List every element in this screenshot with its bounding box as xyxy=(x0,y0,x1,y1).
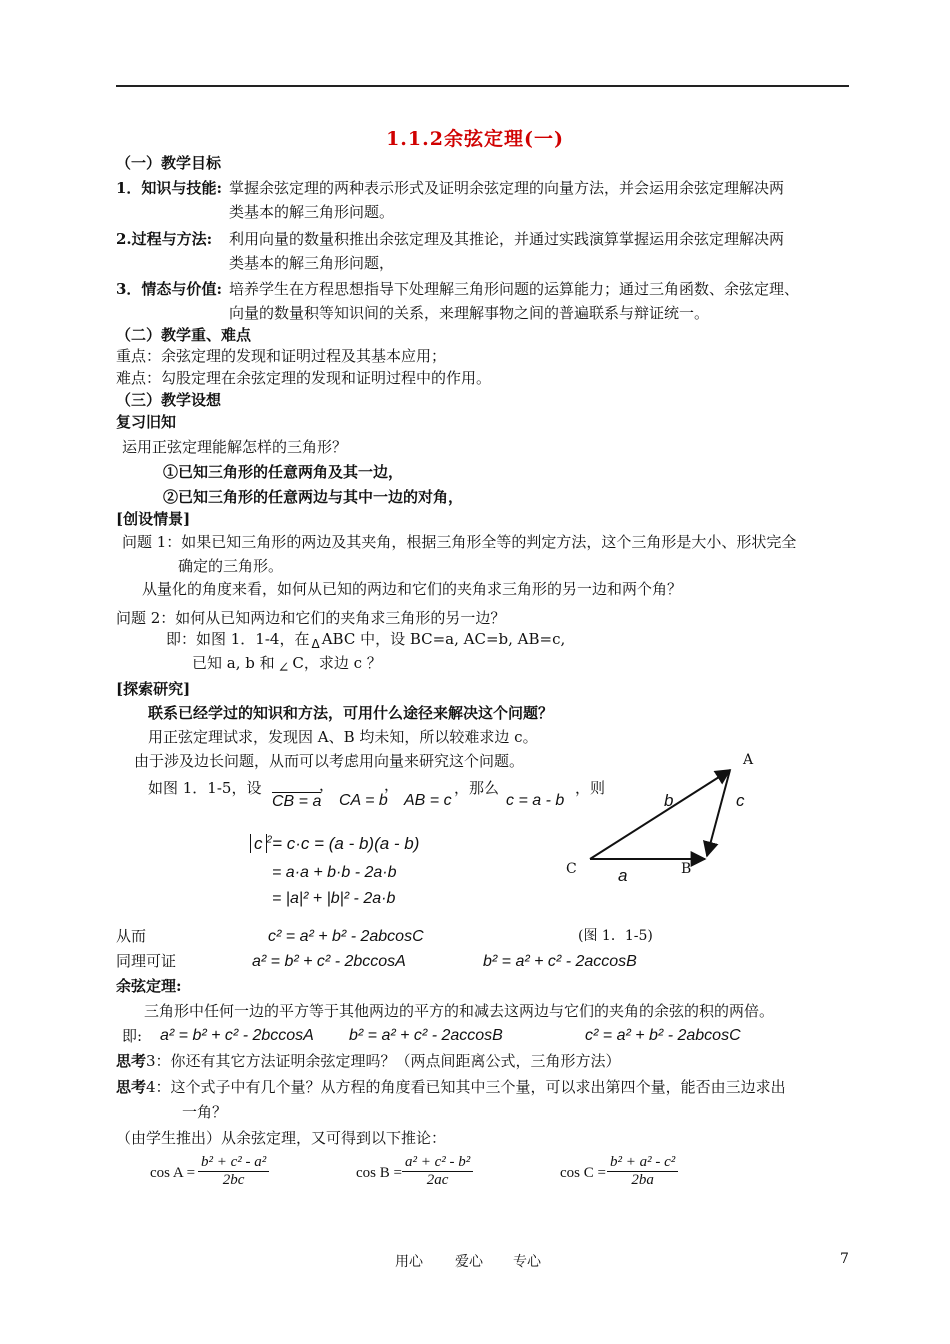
q2-known: 已知 a, b 和 xyxy=(192,654,275,672)
triangle-figure xyxy=(555,750,785,890)
cos-c-numerator: b² + a² - c² xyxy=(607,1154,678,1172)
goal2-text: 利用向量的数量积推出余弦定理及其推论，并通过实践演算掌握运用余弦定理解决两 xyxy=(229,230,785,248)
question-1: 问题 1：如果已知三角形的两边及其夹角，根据三角形全等的判定方法，这个三角形是大小、形状完全 xyxy=(122,533,797,551)
result-c: c² = a² + b² - 2abcosC xyxy=(268,928,424,945)
question-2: 问题 2：如何从已知两边和它们的夹角求三角形的另一边？ xyxy=(116,609,506,627)
goal1-text-cont: 类基本的解三角形问题。 xyxy=(229,203,395,221)
goal1-label: 1．知识与技能: xyxy=(116,179,222,197)
think-3-text: 3：你还有其它方法证明余弦定理吗？（两点间距离公式，三角形方法） xyxy=(146,1052,621,1070)
derivation-line-2: = a·a + b·b - 2a·b xyxy=(272,864,397,881)
header-rule xyxy=(116,85,849,87)
goal1-text: 掌握余弦定理的两种表示形式及证明余弦定理的向量方法，并会运用余弦定理解决两 xyxy=(229,179,785,197)
derivation-line-3: = |a|² + |b|² - 2a·b xyxy=(272,890,396,907)
cos-a-fraction xyxy=(198,1154,269,1189)
law-ji: 即: xyxy=(122,1027,143,1045)
side-c-label: c xyxy=(736,791,745,810)
think-4-label: 思考 xyxy=(116,1078,147,1096)
triangle-icon: Δ xyxy=(311,637,320,651)
vector-ca: CA = b xyxy=(339,792,388,809)
figure-caption: (图 1．1-5) xyxy=(578,928,653,944)
vertex-c-label: C xyxy=(566,861,577,877)
law-b: b² = a² + c² - 2accosB xyxy=(349,1027,503,1044)
comma-2: ， xyxy=(384,776,400,794)
vertex-a-label: A xyxy=(743,752,754,768)
law-heading: 余弦定理: xyxy=(116,977,182,995)
similarly-label: 同理可证 xyxy=(116,952,177,970)
side-a-label: a xyxy=(618,866,628,885)
side-b-label: b xyxy=(664,791,674,810)
vector-c-diff: c = a - b xyxy=(506,792,565,809)
derivation-line-1: c $^2$= c·c = (a - b)(a - b) xyxy=(250,834,419,854)
cos-b-denominator: 2ac xyxy=(426,1172,449,1188)
therefore-label: 从而 xyxy=(116,927,147,945)
cos-a-lhs: cos A = xyxy=(150,1165,196,1181)
goal3-text-cont: 向量的数量积等知识间的关系，来理解事物之间的普遍联系与辩证统一。 xyxy=(229,304,710,322)
angle-icon: ∠ xyxy=(277,660,290,676)
think-4-text: 4：这个式子中有几个量？从方程的角度看已知其中三个量，可以求出第四个量，能否由三边求出 xyxy=(146,1078,786,1096)
cos-c-denominator: 2ba xyxy=(631,1172,654,1188)
section-heading-goals: （一）教学目标 xyxy=(116,154,222,172)
footer-motto-3: 专心 xyxy=(513,1254,541,1270)
explore-heading: [探索研究] xyxy=(116,680,191,698)
review-answer-2: ②已知三角形的任意两边与其中一边的对角， xyxy=(163,488,464,506)
difficult-point: 难点：勾股定理在余弦定理的发现和证明过程中的作用。 xyxy=(116,369,492,387)
cos-a-numerator: b² + c² - a² xyxy=(198,1154,269,1172)
section-heading-design: （三）教学设想 xyxy=(116,391,222,409)
law-c: c² = a² + b² - 2abcosC xyxy=(585,1027,741,1044)
law-a: a² = b² + c² - 2bccosA xyxy=(160,1027,314,1044)
q2-rest: ABC 中，设 BC=a, AC=b, AB=c, xyxy=(321,630,566,648)
cos-b-fraction xyxy=(402,1154,473,1189)
explore-question: 联系已经学过的知识和方法，可用什么途径来解决这个问题？ xyxy=(148,704,554,722)
review-answer-1: ①已知三角形的任意两角及其一边， xyxy=(163,463,404,481)
page-number: 7 xyxy=(840,1251,849,1267)
result-a: a² = b² + c² - 2bccosA xyxy=(252,953,406,970)
quantify-question: 从量化的角度来看，如何从已知的两边和它们的夹角求三角形的另一边和两个角？ xyxy=(142,580,683,598)
cos-c-fraction xyxy=(607,1154,678,1189)
question-2-known xyxy=(192,652,382,676)
question-2-setup xyxy=(166,628,565,651)
q2-intro: 即：如图 1．1-4，在 xyxy=(166,630,310,648)
comma-3: ，那么 xyxy=(454,779,500,797)
vertex-b-label: B xyxy=(681,861,692,877)
think-4 xyxy=(116,1076,786,1097)
corollary-intro: （由学生推出）从余弦定理，又可得到以下推论： xyxy=(116,1129,447,1147)
result-b: b² = a² + c² - 2accosB xyxy=(483,953,637,970)
section-heading-keypoints: （二）教学重、难点 xyxy=(116,326,252,344)
footer-motto-2: 爱心 xyxy=(455,1254,483,1270)
goal3-label: 3．情态与价值: xyxy=(116,280,222,298)
comma-4: ，则 xyxy=(575,779,606,797)
footer-motto-1: 用心 xyxy=(395,1254,423,1270)
explore-line-2: 由于涉及边长问题，从而可以考虑用向量来研究这个问题。 xyxy=(134,752,525,770)
abs-c: c xyxy=(250,834,267,853)
question-1-cont: 确定的三角形。 xyxy=(178,557,284,575)
law-statement: 三角形中任何一边的平方等于其他两边的平方的和减去这两边与它们的夹角的余弦的积的两倍。 xyxy=(144,1002,775,1020)
cos-b-numerator: a² + c² - b² xyxy=(402,1154,473,1172)
cos-b-lhs: cos B = xyxy=(356,1165,402,1181)
vector-cb: CB = a xyxy=(272,793,322,810)
figure-intro: 如图 1．1-5，设 xyxy=(148,779,262,797)
cos-a-denominator: 2bc xyxy=(222,1172,245,1188)
think-3 xyxy=(116,1050,621,1071)
key-point: 重点：余弦定理的发现和证明过程及其基本应用； xyxy=(116,347,447,365)
think-3-label: 思考 xyxy=(116,1052,147,1070)
goal3-text: 培养学生在方程思想指导下处理解三角形问题的运算能力；通过三角函数、余弦定理、 xyxy=(229,280,800,298)
cos-c-lhs: cos C = xyxy=(560,1165,606,1181)
goal2-text-cont: 类基本的解三角形问题， xyxy=(229,254,395,272)
q2-ask: C，求边 c ？ xyxy=(292,654,382,672)
situation-heading: [创设情景] xyxy=(116,510,191,528)
review-heading: 复习旧知 xyxy=(116,413,177,431)
review-question: 运用正弦定理能解怎样的三角形？ xyxy=(122,438,348,456)
comma-1: ， xyxy=(319,776,335,794)
goal2-label: 2.过程与方法: xyxy=(116,230,213,248)
page-title: 1.1.2余弦定理(一) xyxy=(386,128,564,150)
derive-1: = c·c = (a - b)(a - b) xyxy=(272,834,420,853)
think-4-cont: 一角？ xyxy=(182,1103,228,1121)
vector-ab: AB = c xyxy=(404,792,452,809)
explore-line-1: 用正弦定理试求，发现因 A、B 均未知，所以较难求边 c。 xyxy=(148,728,538,746)
